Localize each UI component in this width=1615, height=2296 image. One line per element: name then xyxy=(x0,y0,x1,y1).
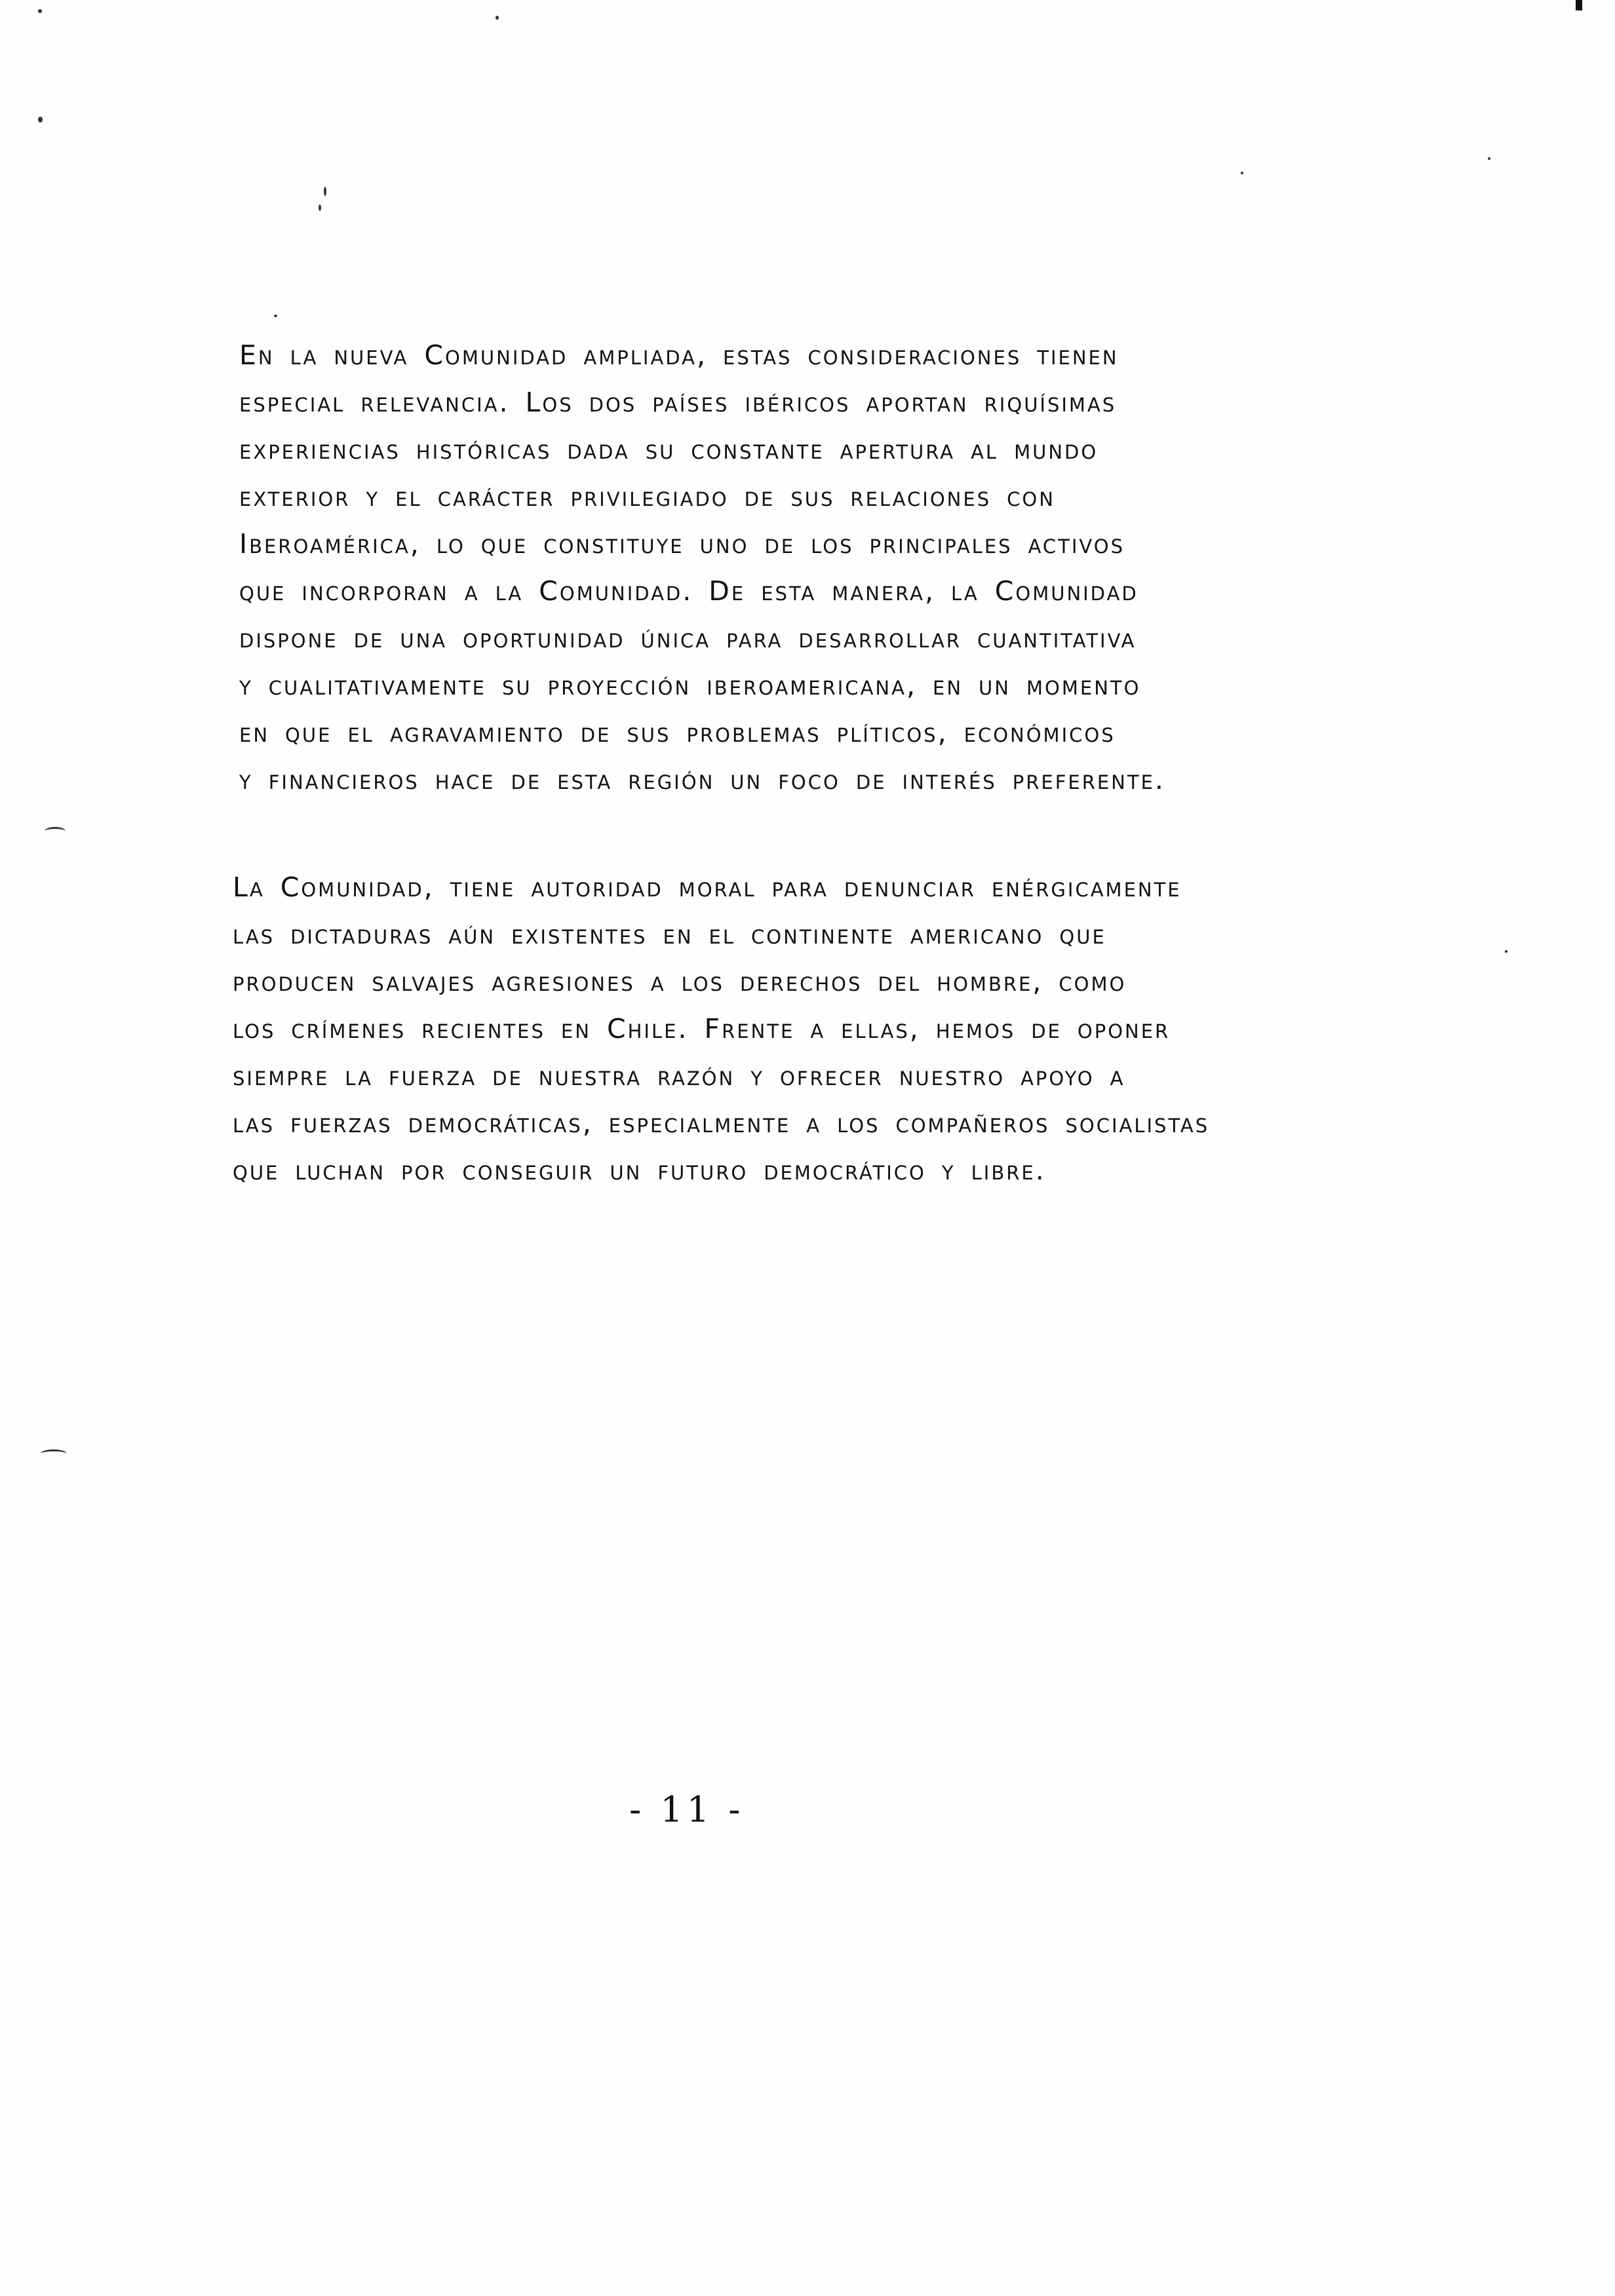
text-line: las fuerzas democráticas, especialmente a los compañeros socialistas xyxy=(233,1107,1210,1139)
text-line: que luchan por conseguir un futuro democrático y libre. xyxy=(233,1155,1046,1186)
scan-speck xyxy=(1488,157,1490,160)
text-line: especial relevancia. Los dos países ibéricos aportan riquísimas xyxy=(239,387,1117,418)
scan-speck xyxy=(38,117,43,123)
scan-speck xyxy=(319,204,321,211)
scan-mark xyxy=(41,1449,67,1458)
scan-speck xyxy=(38,9,42,13)
text-line: y financieros hace de esta región un foco de interés preferente. xyxy=(239,764,1165,795)
text-line: experiencias históricas dada su constante apertura al mundo xyxy=(239,434,1099,465)
text-line: que incorporan a la Comunidad. De esta manera, la Comunidad xyxy=(239,575,1138,607)
text-line: en que el agravamiento de sus problemas plíticos, económicos xyxy=(239,717,1116,748)
paragraph-2 xyxy=(233,864,1209,1194)
text-line: dispone de una oportunidad única para desarrollar cuantitativa xyxy=(239,622,1137,654)
text-line: producen salvajes agresiones a los derechos del hombre, como xyxy=(233,966,1127,997)
text-line: y cualitativamente su proyección iberoamericana, en un momento xyxy=(239,670,1141,701)
text-line: los crímenes recientes en Chile. Frente a ellas, hemos de oponer xyxy=(233,1013,1171,1044)
text-line: siempre la fuerza de nuestra razón y ofrecer nuestro apoyo a xyxy=(233,1060,1125,1092)
text-line: Iberoamérica, lo que constituye uno de los principales activos xyxy=(239,528,1125,560)
scan-speck xyxy=(1241,172,1243,174)
text-line: La Comunidad, tiene autoridad moral para denunciar enérgicamente xyxy=(233,871,1182,903)
scan-mark xyxy=(45,827,66,835)
page-number: - 11 - xyxy=(629,1789,745,1830)
text-line: exterior y el carácter privilegiado de sus relaciones con xyxy=(239,481,1055,512)
scan-speck xyxy=(1505,950,1508,953)
scan-speck xyxy=(274,315,277,317)
scan-edge-mark xyxy=(1576,0,1582,10)
scan-speck xyxy=(324,187,326,196)
scan-speck xyxy=(496,16,499,20)
text-line: las dictaduras aún existentes en el continente americano que xyxy=(233,919,1106,950)
paragraph-1 xyxy=(239,332,1165,803)
text-line: En la nueva Comunidad ampliada, estas consideraciones tienen xyxy=(239,339,1119,371)
